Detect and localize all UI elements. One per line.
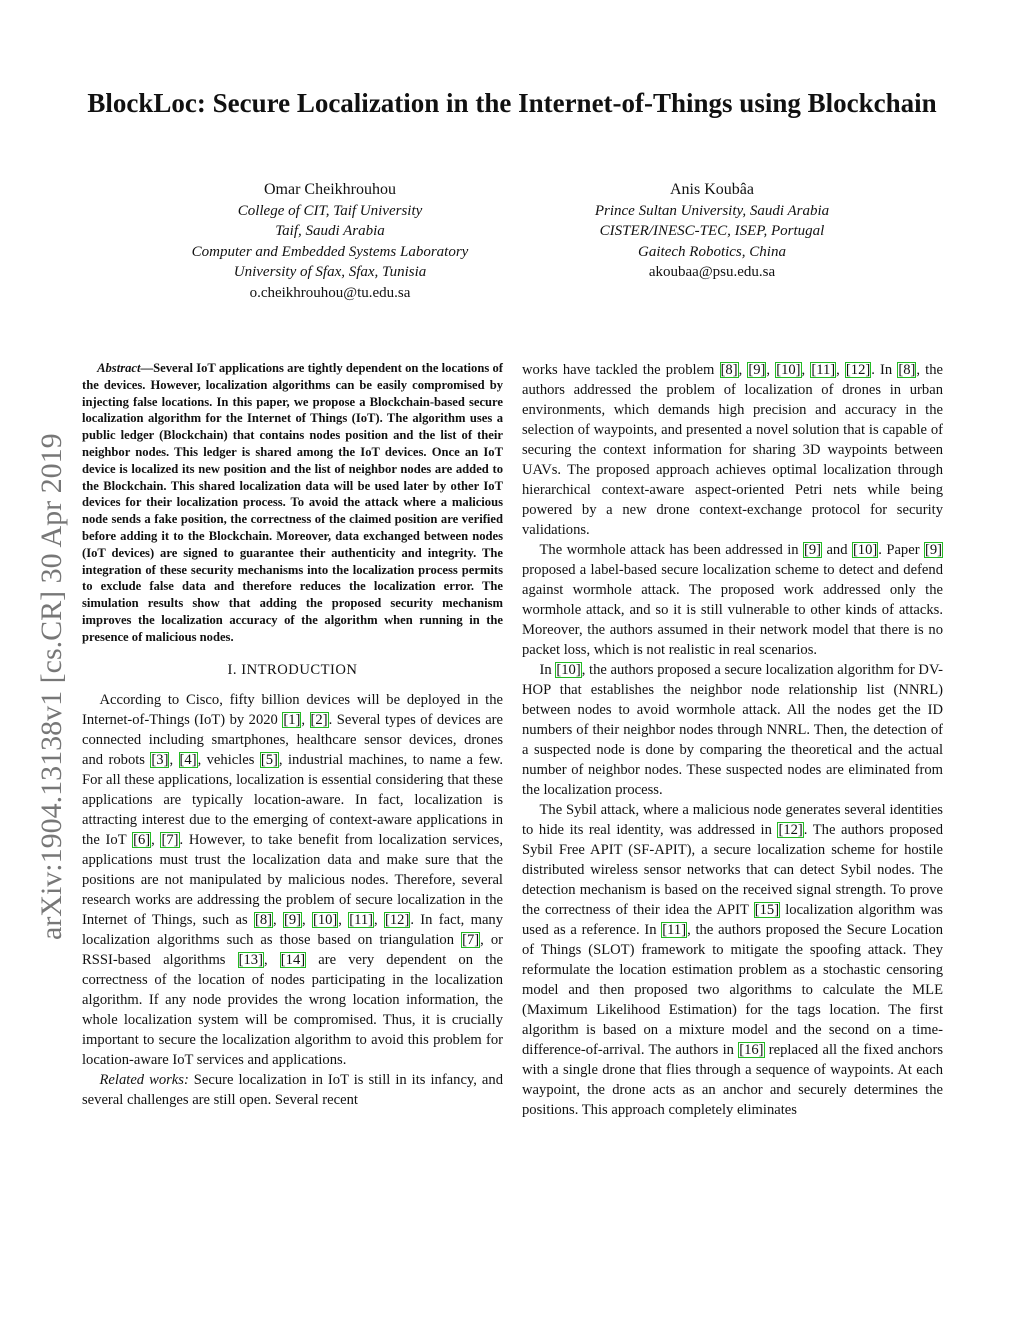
paragraph-text: . In fact, many localization algorithms such as those based on triangulation bbox=[82, 911, 504, 948]
citation-link[interactable]: [11] bbox=[811, 362, 836, 378]
citation-link[interactable]: [16] bbox=[739, 1042, 764, 1058]
paragraph-text: , bbox=[338, 911, 349, 928]
section-number: I. bbox=[227, 661, 238, 678]
paragraph-text: In bbox=[539, 662, 556, 678]
paragraph-text: The Sybil attack, where a malicious node generates several identities to hide its real identity, was addressed in bbox=[522, 802, 943, 838]
paragraph-text: localization algorithm was used as a reference. In bbox=[522, 902, 943, 938]
paragraph-text: , bbox=[301, 711, 310, 728]
citation-link[interactable]: [10] bbox=[776, 362, 801, 378]
paragraph-text: According to Cisco, fifty billion devices will be deployed in the Internet-of-Things (IoT) by 2020 bbox=[82, 691, 503, 728]
citation-link[interactable]: [9] bbox=[924, 542, 942, 558]
citation-link[interactable]: [6] bbox=[133, 831, 151, 848]
paragraph-text: , vehicles bbox=[197, 751, 260, 768]
citation-link[interactable]: [1] bbox=[283, 711, 301, 728]
author-email: akoubaa@psu.edu.sa bbox=[648, 264, 776, 280]
citation-link[interactable]: [8] bbox=[720, 362, 738, 378]
paper-title: BlockLoc: Secure Localization in the Internet-of-Things using Blockchain bbox=[87, 88, 937, 118]
author-email: o.cheikhrouhou@tu.edu.sa bbox=[249, 284, 411, 301]
citation-link[interactable]: [15] bbox=[754, 902, 780, 918]
related-works-label: Related works: bbox=[99, 1071, 189, 1088]
paragraph-text: . In bbox=[871, 362, 898, 378]
citation-link[interactable]: [9] bbox=[283, 911, 301, 928]
citation-link[interactable]: [13] bbox=[238, 951, 263, 968]
paragraph bbox=[522, 800, 943, 1120]
paragraph bbox=[522, 360, 943, 540]
citation-link[interactable]: [11] bbox=[349, 911, 374, 928]
author-affiliation: University of Sfax, Sfax, Tunisia bbox=[233, 264, 427, 280]
author-block-1 bbox=[140, 180, 520, 303]
paragraph-text: . However, to take benefit from localization services, applications must trust the localization data and make sure that the positions are not manipulated by malicious nodes. Therefore, several research works are addressing the problem of secure localization in the Internet of Things, such as bbox=[82, 831, 504, 928]
citation-link[interactable]: [10] bbox=[852, 542, 878, 558]
paragraph-text: , bbox=[263, 951, 280, 968]
paragraph-text: , bbox=[801, 362, 811, 378]
citation-link[interactable]: [10] bbox=[556, 662, 581, 678]
author-affiliation: Prince Sultan University, Saudi Arabia bbox=[594, 202, 830, 219]
paragraph-text: , the authors addressed the problem of localization of drones in urban environments, which demands high precision and accuracy in the selection of waypoints, and presented a novel solution that is capable of securing the context information for sharing 3D waypoints between UAVs. The proposed approach achieves optimal localization through hierarchical context-aware aspect-oriented Petri nets while being powered by a new drone context-exchange protocol for security validations. bbox=[522, 362, 944, 538]
paragraph-text: , bbox=[272, 911, 283, 928]
author-affiliation: Taif, Saudi Arabia bbox=[275, 223, 385, 239]
abstract-label: Abstract bbox=[97, 361, 141, 375]
author-block-2 bbox=[522, 180, 902, 283]
citation-link[interactable]: [8] bbox=[898, 362, 916, 378]
citation-link[interactable]: [14] bbox=[280, 951, 306, 968]
citation-link[interactable]: [5] bbox=[260, 751, 278, 768]
paragraph-text: , the authors proposed a secure localization algorithm for DV-HOP that establishes the neighbor node relationship list (NNRL) between nodes to avoid wormhole attack. All the nodes get the ID numbers of their neighbor nodes through NNRL. Then, the detection of a suspected node is done by comparing the theoretical and the actual number of neighbor nodes. These suspected nodes are eliminated from the localization process. bbox=[522, 662, 944, 798]
citation-link[interactable]: [9] bbox=[804, 542, 822, 558]
citation-link[interactable]: [8] bbox=[254, 911, 272, 928]
paragraph bbox=[82, 1070, 503, 1110]
section-heading bbox=[82, 660, 503, 680]
section-title: INTRODUCTION bbox=[241, 661, 358, 678]
paragraph-text: , bbox=[766, 362, 776, 378]
citation-link[interactable]: [3] bbox=[151, 751, 169, 768]
abstract-text: —Several IoT applications are tightly dependent on the locations of the devices. However, localization algorithms can be easily compromised by injecting false locations. In this paper, we propose a Blockchain-based secure localization algorithm for the Internet of Things (IoT). The algorithm uses a public ledger (Blockchain) that contains nodes position and the list of their neighbor nodes. This ledger is shared among the IoT devices. Once an IoT device is localized its new position and the list of neighbor nodes are added to the Blockchain. This shared localization data will be used later by other IoT devices for their localization process. To avoid the attack where a malicious node sends a fake position, the correctness of the claimed position are verified before adding it to the Blockchain. Moreover, data exchanged between nodes (IoT devices) are signed to guarantee their authenticity and integrity. The integration of these security mechanisms into the localization process permits to exclude false data and therefore reduces the localization error. The simulation results show that adding the proposed security mechanism improves the localization accuracy of the algorithm when running in the presence of malicious nodes. bbox=[82, 361, 503, 644]
paragraph-text: , the authors proposed the Secure Location of Things (SLOT) framework to mitigate the spoofing attack. They reformulate the location estimation problem as a stochastic censoring model and then proposed two algorithms to calculate the MLE (Maximum Likelihood Estimation) for the tags location. The first algorithm is based on a mixture model and the second on a time-difference-of-arrival. The authors in bbox=[522, 922, 943, 1058]
citation-link[interactable]: [2] bbox=[310, 711, 328, 728]
citation-link[interactable]: [7] bbox=[161, 831, 179, 848]
paragraph-text: , bbox=[169, 751, 179, 768]
paragraph-text: replaced all the fixed anchors with a single drone that flies through a sequence of waypoints. At each waypoint, the drone acts as an anchor and securely determines the positions. This approach completely eliminates bbox=[522, 1042, 943, 1118]
author-name: Anis Koubâa bbox=[670, 181, 754, 198]
paragraph-text: and bbox=[822, 542, 852, 558]
paragraph bbox=[522, 660, 943, 800]
paragraph-text: works have tackled the problem bbox=[522, 362, 720, 378]
citation-link[interactable]: [9] bbox=[748, 362, 766, 378]
paragraph bbox=[522, 540, 943, 660]
author-name: Omar Cheikhrouhou bbox=[264, 181, 396, 198]
paragraph-text: proposed a label-based secure localization scheme to detect and defend against wormhole attack. The proposed work addressed only the wormhole attack, and so it is still vulnerable to other kinds of attacks. Moreover, the authors assumed in their network model that there is no packet loss, which is not realistic in real scenarios. bbox=[522, 562, 943, 658]
paragraph-text: The wormhole attack has been addressed in bbox=[539, 542, 803, 558]
paragraph-text: , bbox=[151, 831, 161, 848]
citation-link[interactable]: [12] bbox=[778, 822, 803, 838]
paragraph-text: , industrial machines, to name a few. For all these applications, localization is essential considering that these applications are typically location-aware. In fact, localization is attracting interest due to the emerging of context-aware applications in the IoT bbox=[82, 751, 504, 848]
paragraph-text: , bbox=[301, 911, 312, 928]
author-affiliation: Computer and Embedded Systems Laboratory bbox=[191, 243, 469, 260]
paragraph bbox=[82, 690, 503, 1070]
left-column bbox=[82, 360, 503, 1110]
paragraph-text: . The authors proposed Sybil Free APIT (SF-APIT), a secure localization scheme for hostile distributed wireless sensor networks that can detect Sybil nodes. The detection mechanism is based on the received signal strength. To prove the correctness of their idea the APIT bbox=[522, 822, 944, 918]
paragraph-text: , bbox=[374, 911, 384, 928]
arxiv-identifier: arXiv:1904.13138v1 [cs.CR] 30 Apr 2019 bbox=[35, 433, 68, 940]
abstract bbox=[82, 360, 503, 646]
related-works-text: Secure localization in IoT is still in its infancy, and several challenges are still open. Several recent bbox=[82, 1071, 503, 1108]
paragraph-text: . Paper bbox=[878, 542, 924, 558]
paragraph-text: , bbox=[836, 362, 845, 378]
paragraph-text: , or RSSI-based algorithms bbox=[82, 931, 503, 968]
paragraph-text: are very dependent on the correctness of the location of nodes participating in the localization algorithm. If any node provides the wrong location information, the whole localization system will be compromised. Thus, it is crucially important to secure the localization algorithm to avoid this problem for location-aware IoT services and applications. bbox=[82, 951, 504, 1068]
citation-link[interactable]: [7] bbox=[462, 931, 480, 948]
author-affiliation: CISTER/INESC-TEC, ISEP, Portugal bbox=[599, 223, 825, 239]
citation-link[interactable]: [4] bbox=[179, 751, 197, 768]
author-affiliation: College of CIT, Taif University bbox=[237, 202, 423, 219]
citation-link[interactable]: [11] bbox=[662, 922, 687, 938]
right-column bbox=[522, 360, 943, 1120]
citation-link[interactable]: [12] bbox=[385, 911, 410, 928]
citation-link[interactable]: [12] bbox=[845, 362, 871, 378]
citation-link[interactable]: [10] bbox=[312, 911, 338, 928]
author-affiliation: Gaitech Robotics, China bbox=[638, 243, 786, 260]
paragraph-text: . Several types of devices are connected including smartphones, healthcare sensor devices, drones and robots bbox=[82, 711, 504, 768]
paragraph-text: , bbox=[738, 362, 748, 378]
